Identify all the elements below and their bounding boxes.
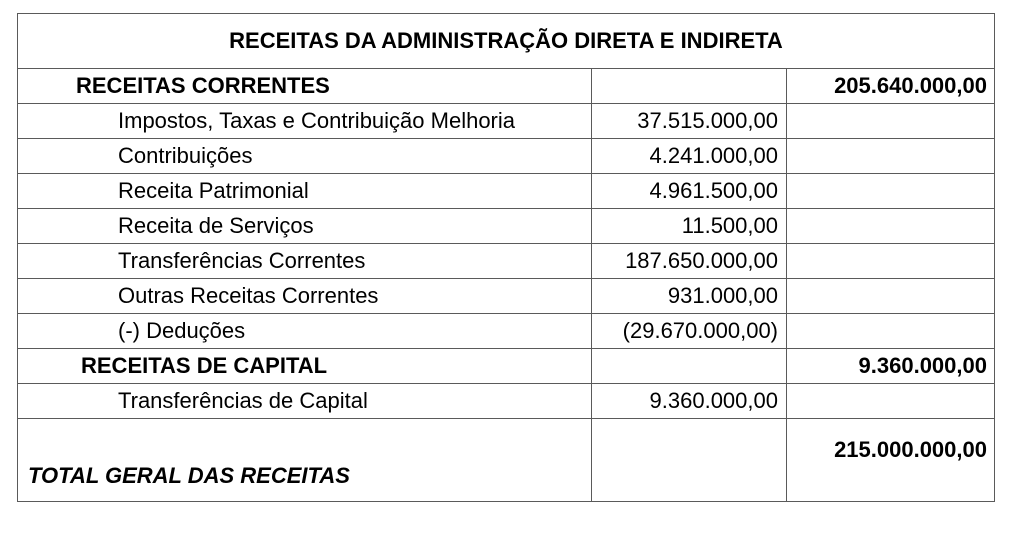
table-row bbox=[18, 209, 995, 244]
empty-cell bbox=[592, 69, 787, 104]
item-value: 37.515.000,00 bbox=[592, 104, 787, 139]
table-row bbox=[18, 104, 995, 139]
item-value: 9.360.000,00 bbox=[592, 384, 787, 419]
empty-cell bbox=[592, 349, 787, 384]
section-row-capital bbox=[18, 349, 995, 384]
table-row bbox=[18, 244, 995, 279]
table-row bbox=[18, 174, 995, 209]
empty-cell bbox=[787, 174, 995, 209]
empty-cell bbox=[787, 314, 995, 349]
table-title-row bbox=[18, 14, 995, 69]
table-row bbox=[18, 139, 995, 174]
item-label: Transferências Correntes bbox=[18, 244, 592, 279]
section-total: 9.360.000,00 bbox=[787, 349, 995, 384]
item-value: (29.670.000,00) bbox=[592, 314, 787, 349]
item-value: 931.000,00 bbox=[592, 279, 787, 314]
item-label: Outras Receitas Correntes bbox=[18, 279, 592, 314]
empty-cell bbox=[787, 384, 995, 419]
empty-cell bbox=[787, 209, 995, 244]
empty-cell bbox=[787, 104, 995, 139]
grand-total-row bbox=[18, 419, 995, 502]
table-row bbox=[18, 384, 995, 419]
item-value: 11.500,00 bbox=[592, 209, 787, 244]
empty-cell bbox=[787, 139, 995, 174]
item-label: Contribuições bbox=[18, 139, 592, 174]
grand-total-label: TOTAL GERAL DAS RECEITAS bbox=[18, 419, 592, 502]
item-label: Receita Patrimonial bbox=[18, 174, 592, 209]
section-label: RECEITAS CORRENTES bbox=[18, 69, 592, 104]
item-value: 187.650.000,00 bbox=[592, 244, 787, 279]
item-value: 4.961.500,00 bbox=[592, 174, 787, 209]
table-row bbox=[18, 279, 995, 314]
empty-cell bbox=[592, 419, 787, 502]
item-label: Receita de Serviços bbox=[18, 209, 592, 244]
empty-cell bbox=[787, 279, 995, 314]
section-label: RECEITAS DE CAPITAL bbox=[18, 349, 592, 384]
empty-cell bbox=[787, 244, 995, 279]
table-row bbox=[18, 314, 995, 349]
item-label: (-) Deduções bbox=[18, 314, 592, 349]
item-value: 4.241.000,00 bbox=[592, 139, 787, 174]
revenue-table bbox=[17, 13, 995, 502]
item-label: Impostos, Taxas e Contribuição Melhoria bbox=[18, 104, 592, 139]
section-row-current bbox=[18, 69, 995, 104]
item-label: Transferências de Capital bbox=[18, 384, 592, 419]
grand-total-value: 215.000.000,00 bbox=[787, 419, 995, 502]
table-title: RECEITAS DA ADMINISTRAÇÃO DIRETA E INDIRETA bbox=[18, 14, 995, 69]
section-total: 205.640.000,00 bbox=[787, 69, 995, 104]
